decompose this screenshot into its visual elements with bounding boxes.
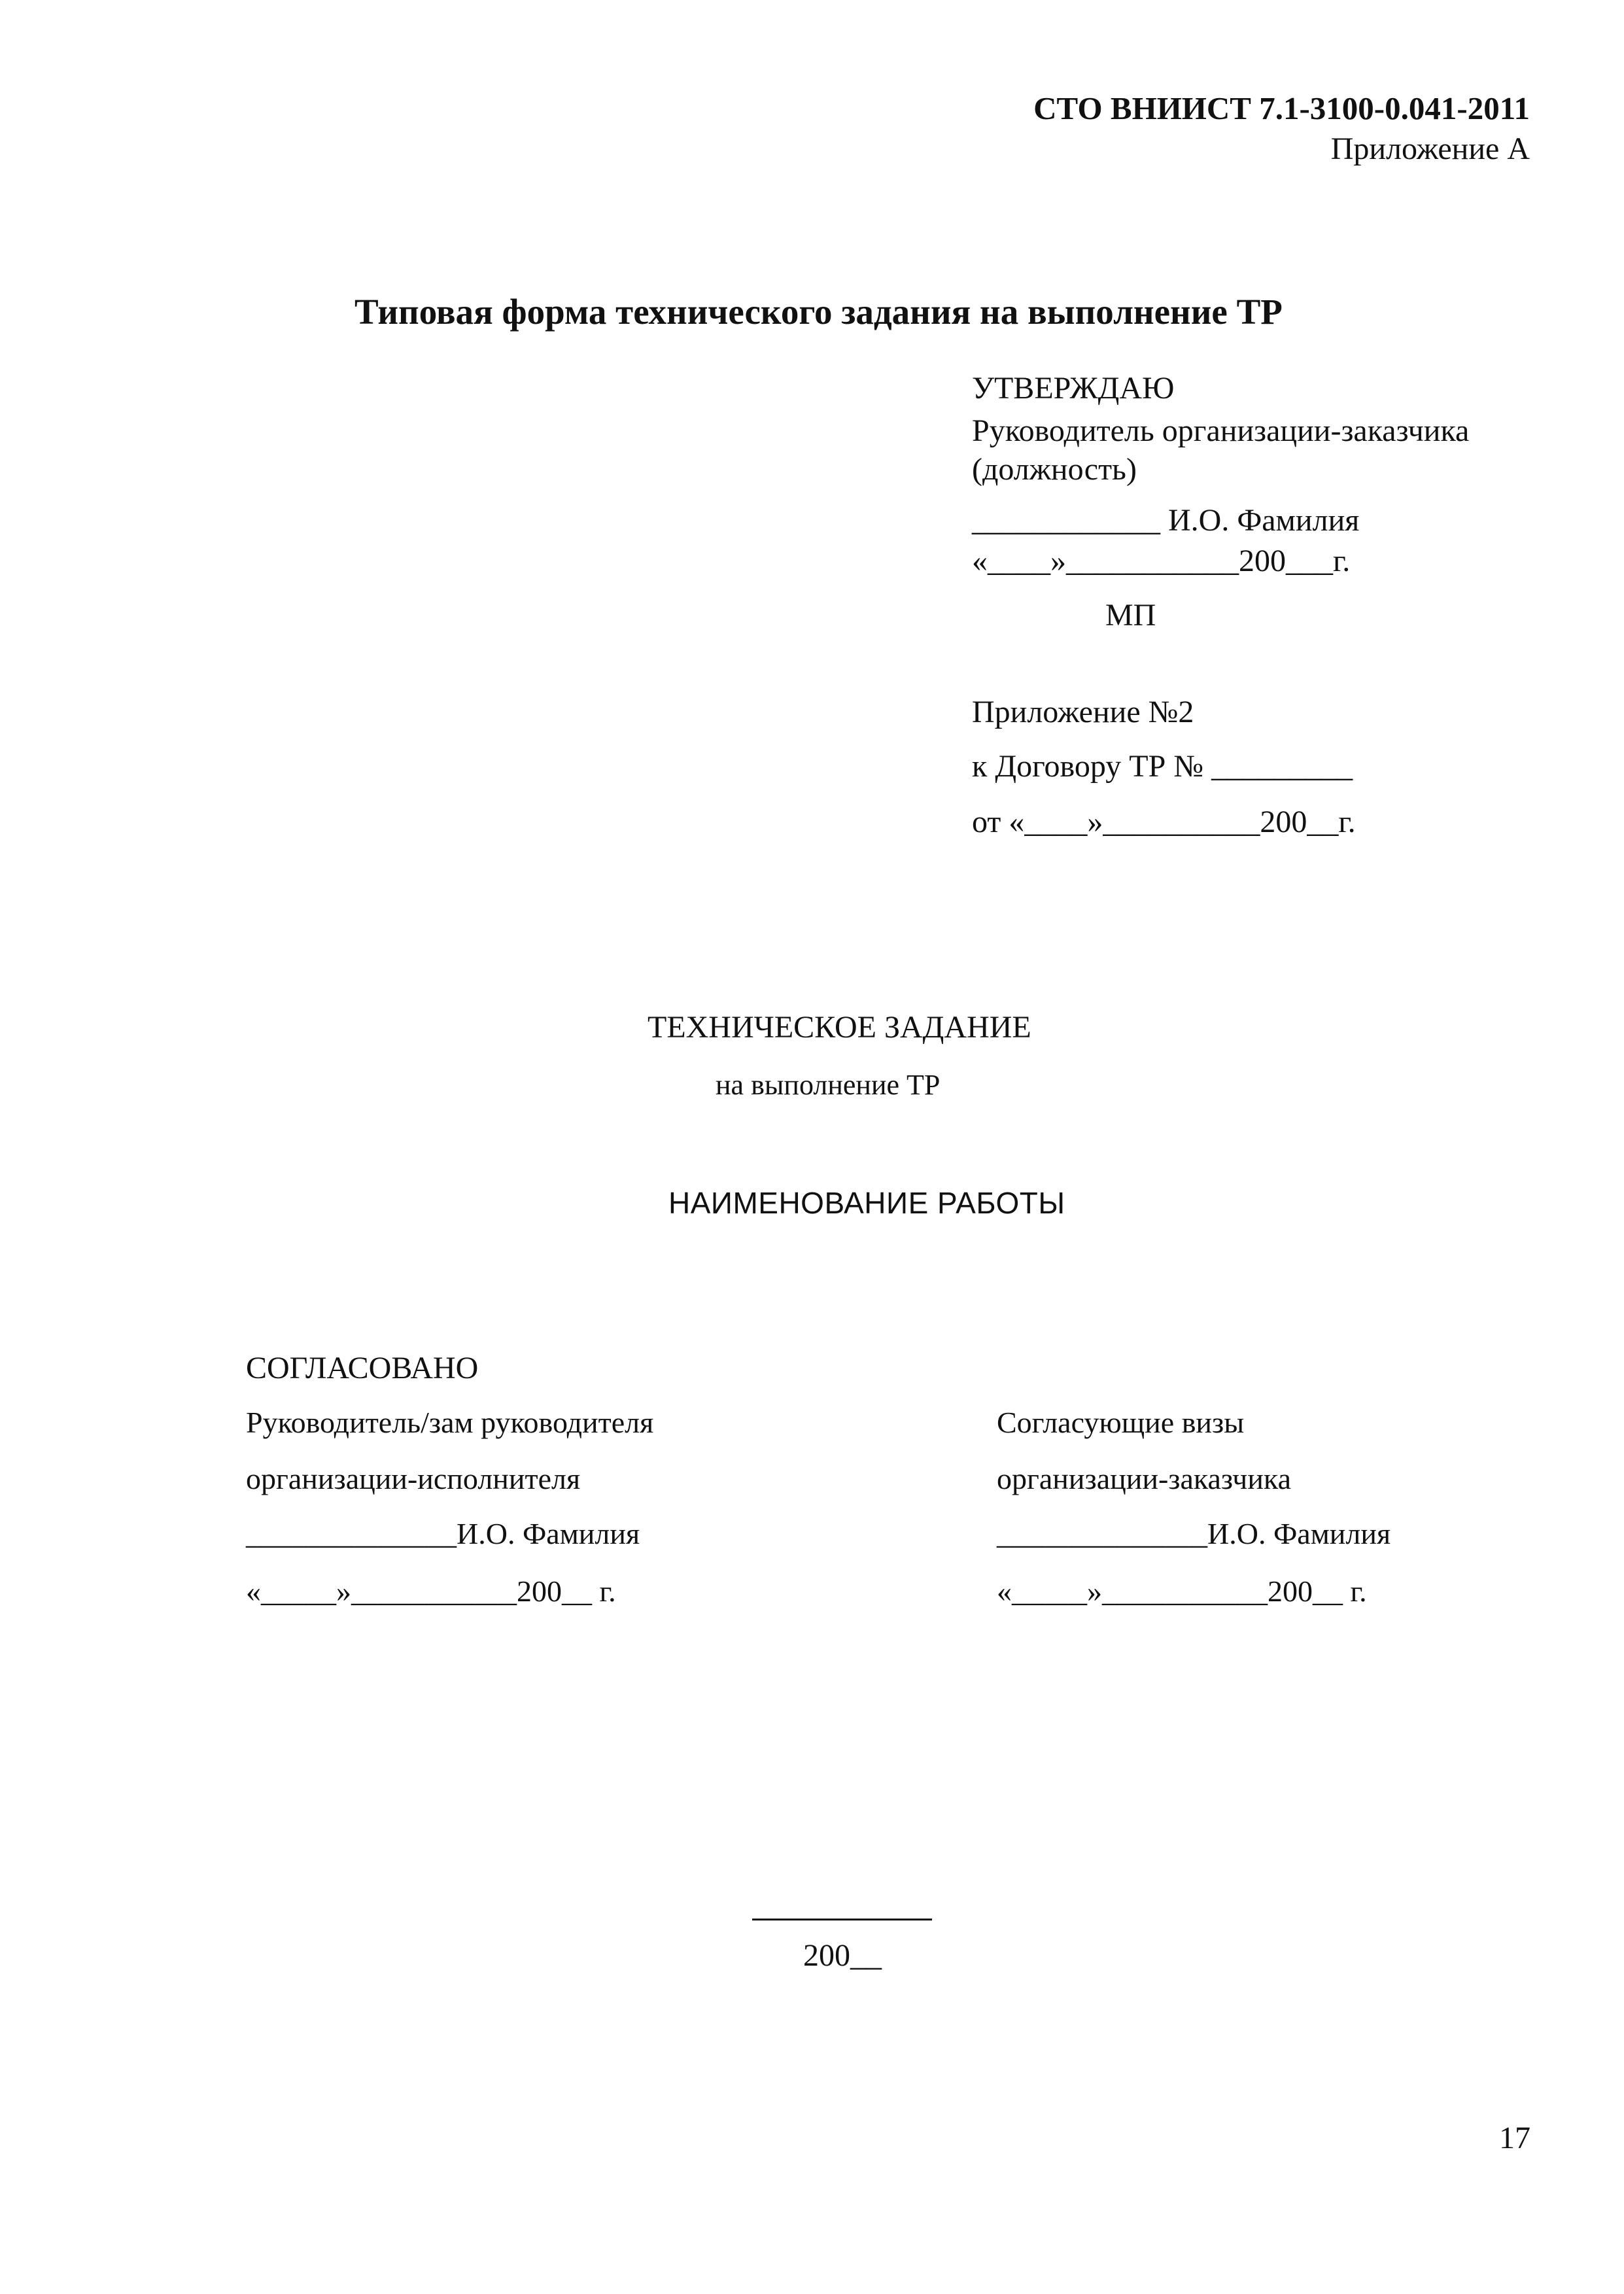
agreement-heading: СОГЛАСОВАНО — [246, 1351, 479, 1385]
work-name-heading: НАИМЕНОВАНИЕ РАБОТЫ — [668, 1186, 1065, 1220]
footer-year: 200__ — [803, 1938, 882, 1973]
agreement-right-line1: Согласующие визы — [997, 1406, 1245, 1439]
agreement-left-line1: Руководитель/зам руководителя — [246, 1406, 654, 1439]
footer-divider — [752, 1919, 932, 1920]
page-number: 17 — [1499, 2121, 1530, 2155]
appendix-label: Приложение А — [1330, 131, 1530, 166]
agreement-left-line2: организации-исполнителя — [246, 1462, 581, 1495]
stamp-label: МП — [1105, 598, 1156, 633]
agreement-right-signature: ______________И.О. Фамилия — [997, 1517, 1391, 1550]
approval-position-line: Руководитель организации-заказчика — [972, 413, 1470, 448]
contract-date-line: от «____»__________200__г. — [972, 805, 1356, 839]
spec-title: ТЕХНИЧЕСКОЕ ЗАДАНИЕ — [648, 1010, 1031, 1045]
agreement-left-date: «_____»___________200__ г. — [246, 1574, 616, 1608]
agreement-right-date: «_____»___________200__ г. — [997, 1574, 1367, 1608]
approval-signature-line: ____________ И.О. Фамилия — [972, 503, 1360, 538]
agreement-right-line2: организации-заказчика — [997, 1462, 1292, 1495]
approval-heading: УТВЕРЖДАЮ — [972, 371, 1175, 406]
form-title: Типовая форма технического задания на выполнение ТР — [354, 292, 1283, 332]
approval-position-hint: (должность) — [972, 452, 1137, 487]
approval-date-line: «____»___________200___г. — [972, 544, 1351, 578]
agreement-left-signature: ______________И.О. Фамилия — [246, 1517, 640, 1550]
document-code: СТО ВНИИСТ 7.1-3100-0.041-2011 — [1033, 90, 1530, 126]
spec-subtitle: на выполнение ТР — [716, 1069, 941, 1101]
contract-appendix-number: Приложение №2 — [972, 695, 1194, 729]
contract-number-line: к Договору ТР № _________ — [972, 749, 1353, 784]
